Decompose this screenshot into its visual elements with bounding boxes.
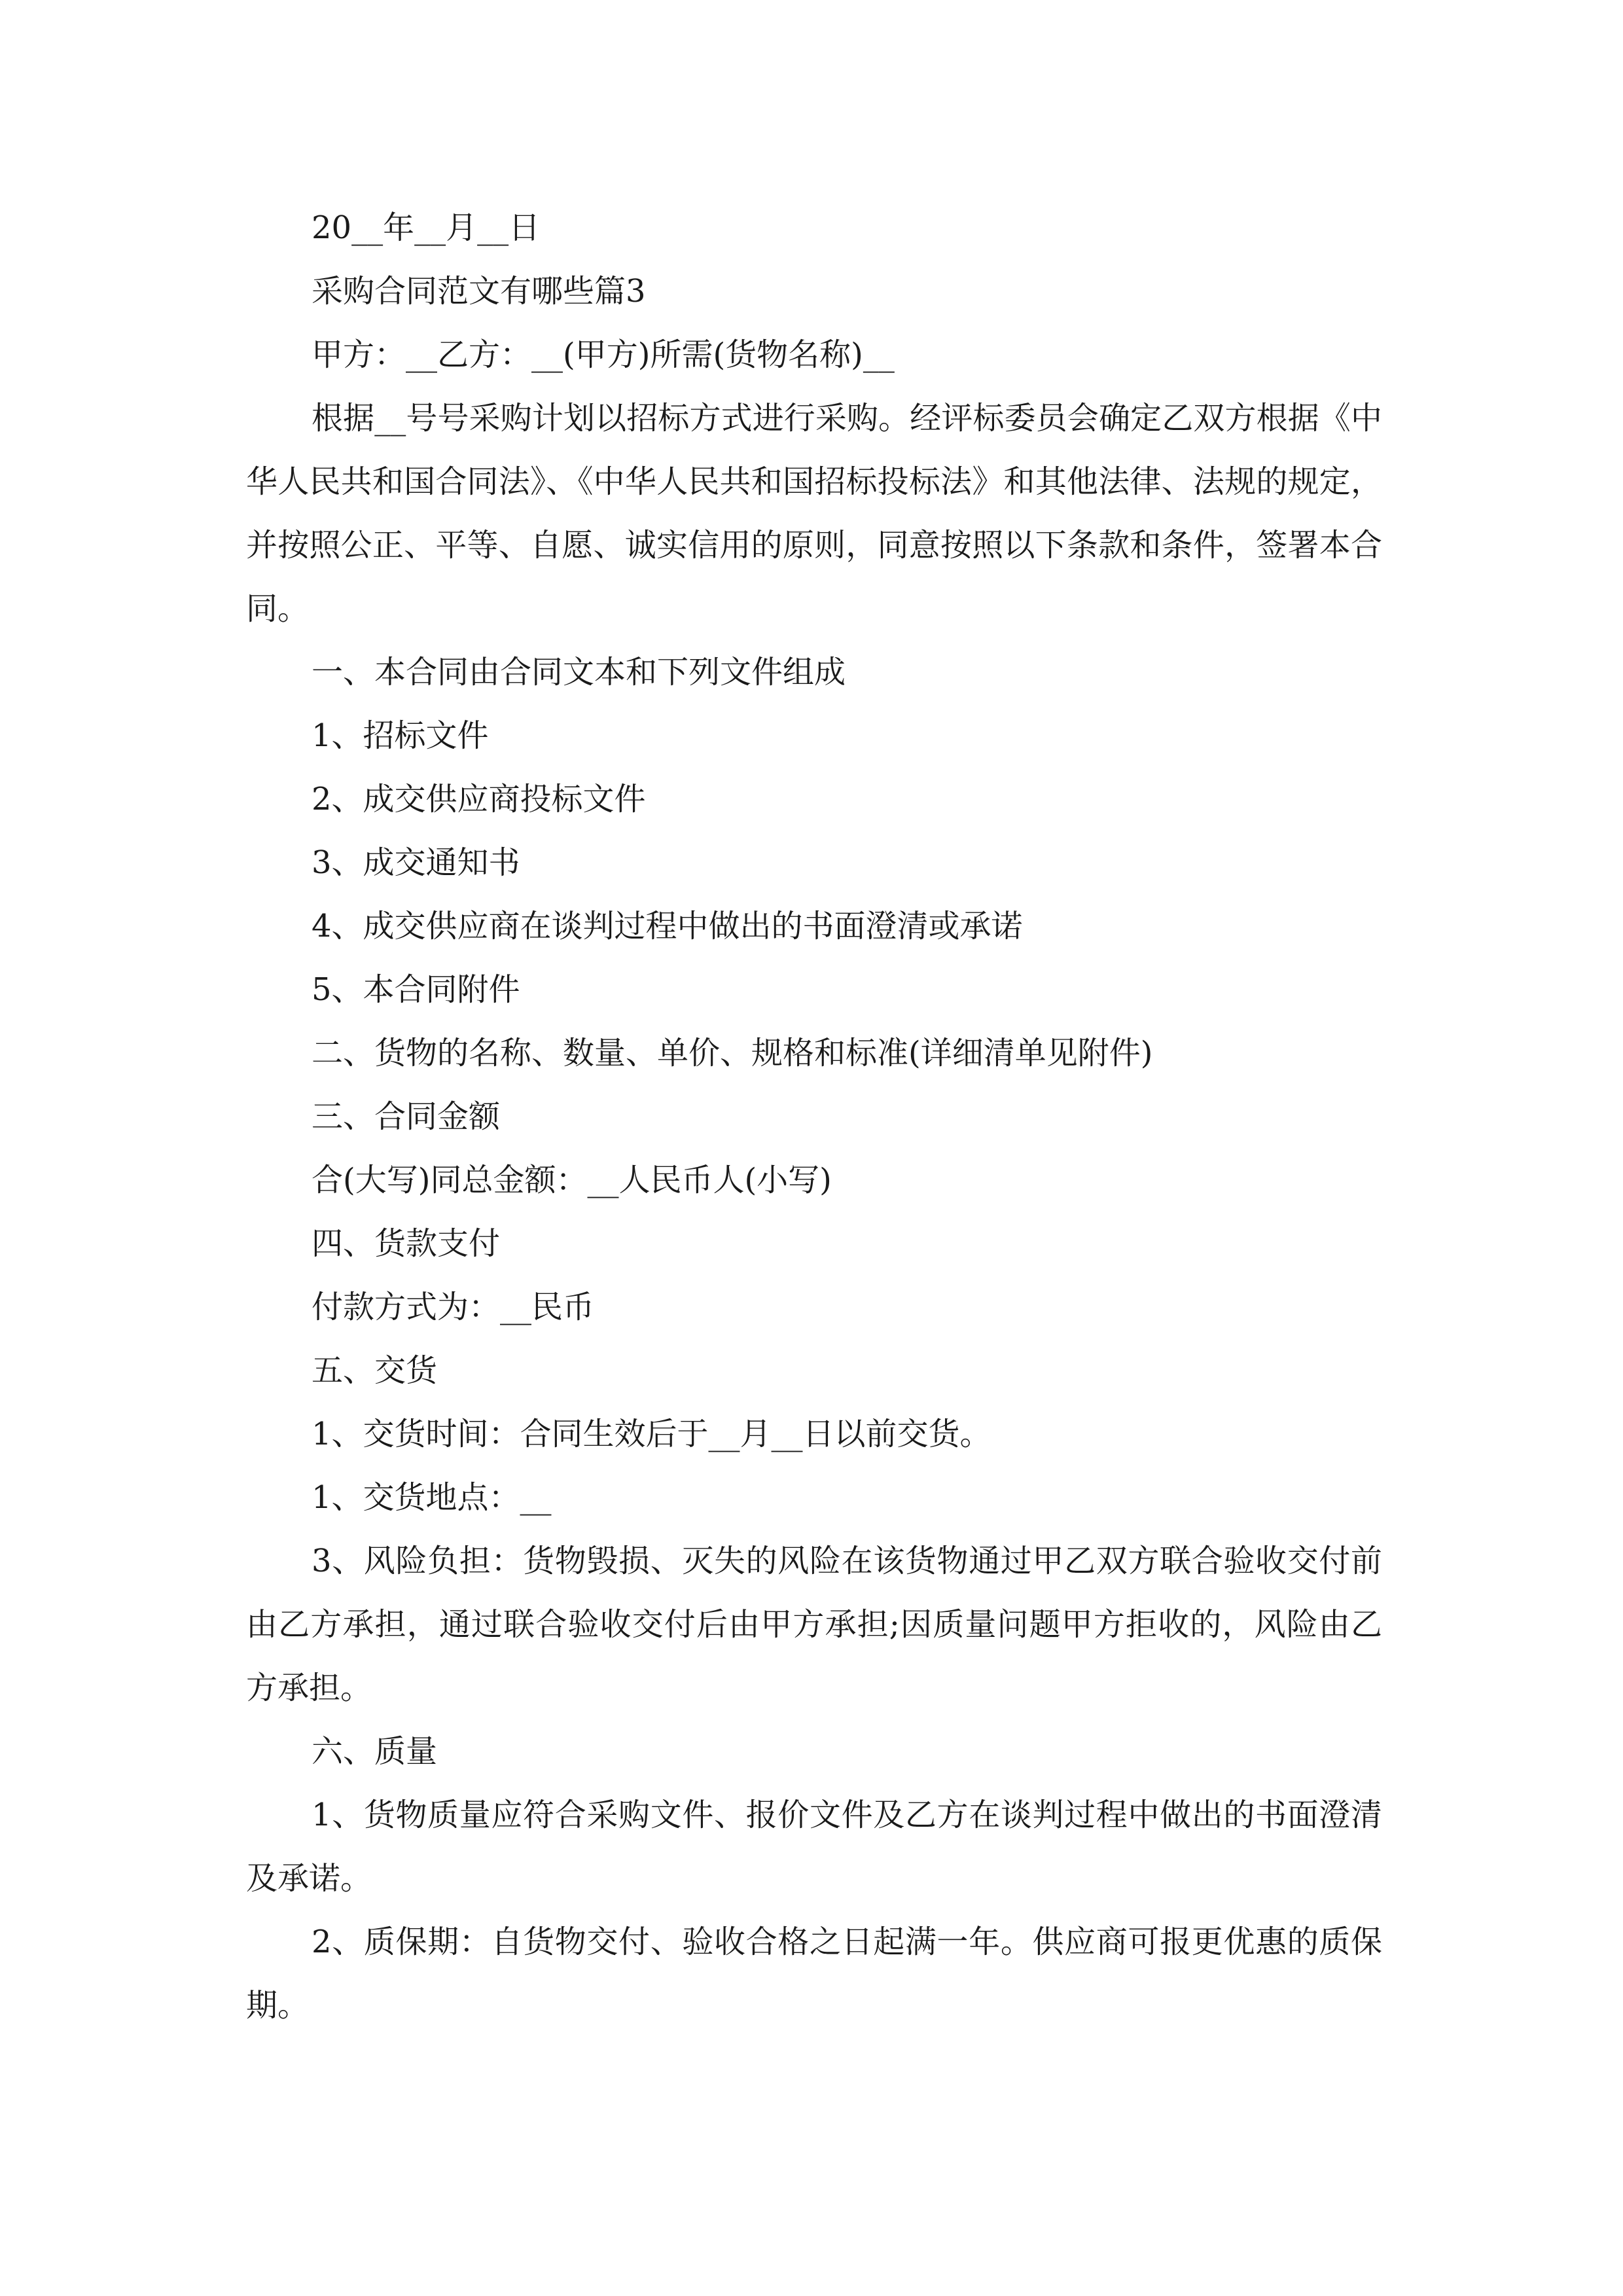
document-body (246, 196, 1382, 2037)
clause-item: 3、成交通知书 (312, 844, 520, 881)
clause-item: 1、交货时间：合同生效后于__月__日以前交货。 (312, 1416, 991, 1452)
amount-line: 合(大写)同总金额：__人民币人(小写) (312, 1162, 832, 1198)
clause-heading-3: 三、合同金额 (312, 1098, 501, 1135)
clause-heading-5: 五、交货 (312, 1352, 438, 1389)
clause-item: 1、交货地点：__ (312, 1479, 552, 1516)
date-line: 20__年__月__日 (312, 209, 541, 246)
preamble-paragraph: 根据__号号采购计划以招标方式进行采购。经评标委员会确定乙双方根据《中华人民共和国合同法》、《中华人民共和国招标投标法》和其他法律、法规的规定，并按照公正、平等、自愿、诚实信用的原则，同意按照以下条款和条件，签署本合同。 (246, 400, 1382, 627)
clause-item: 2、成交供应商投标文件 (312, 781, 646, 817)
parties-line: 甲方：__乙方：__(甲方)所需(货物名称)__ (312, 336, 895, 373)
clause-item: 4、成交供应商在谈判过程中做出的书面澄清或承诺 (312, 908, 1023, 944)
clause-item: 5、本合同附件 (312, 971, 520, 1008)
clause-item: 2、质保期：自货物交付、验收合格之日起满一年。供应商可报更优惠的质保期。 (246, 1924, 1382, 2024)
clause-heading-4: 四、货款支付 (312, 1225, 501, 1262)
section-title: 采购合同范文有哪些篇3 (312, 273, 646, 310)
clause-item: 1、货物质量应符合采购文件、报价文件及乙方在谈判过程中做出的书面澄清及承诺。 (246, 1797, 1382, 1897)
clause-item: 1、招标文件 (312, 717, 489, 754)
clause-heading-2: 二、货物的名称、数量、单价、规格和标准(详细清单见附件) (312, 1035, 1153, 1071)
payment-line: 付款方式为：__民币 (312, 1289, 595, 1325)
clause-item: 3、风险负担：货物毁损、灭失的风险在该货物通过甲乙双方联合验收交付前由乙方承担，通过联合验收交付后由甲方承担;因质量问题甲方拒收的，风险由乙方承担。 (246, 1543, 1382, 1706)
clause-heading-6: 六、质量 (312, 1733, 438, 1770)
clause-heading-1: 一、本合同由合同文本和下列文件组成 (312, 654, 846, 691)
